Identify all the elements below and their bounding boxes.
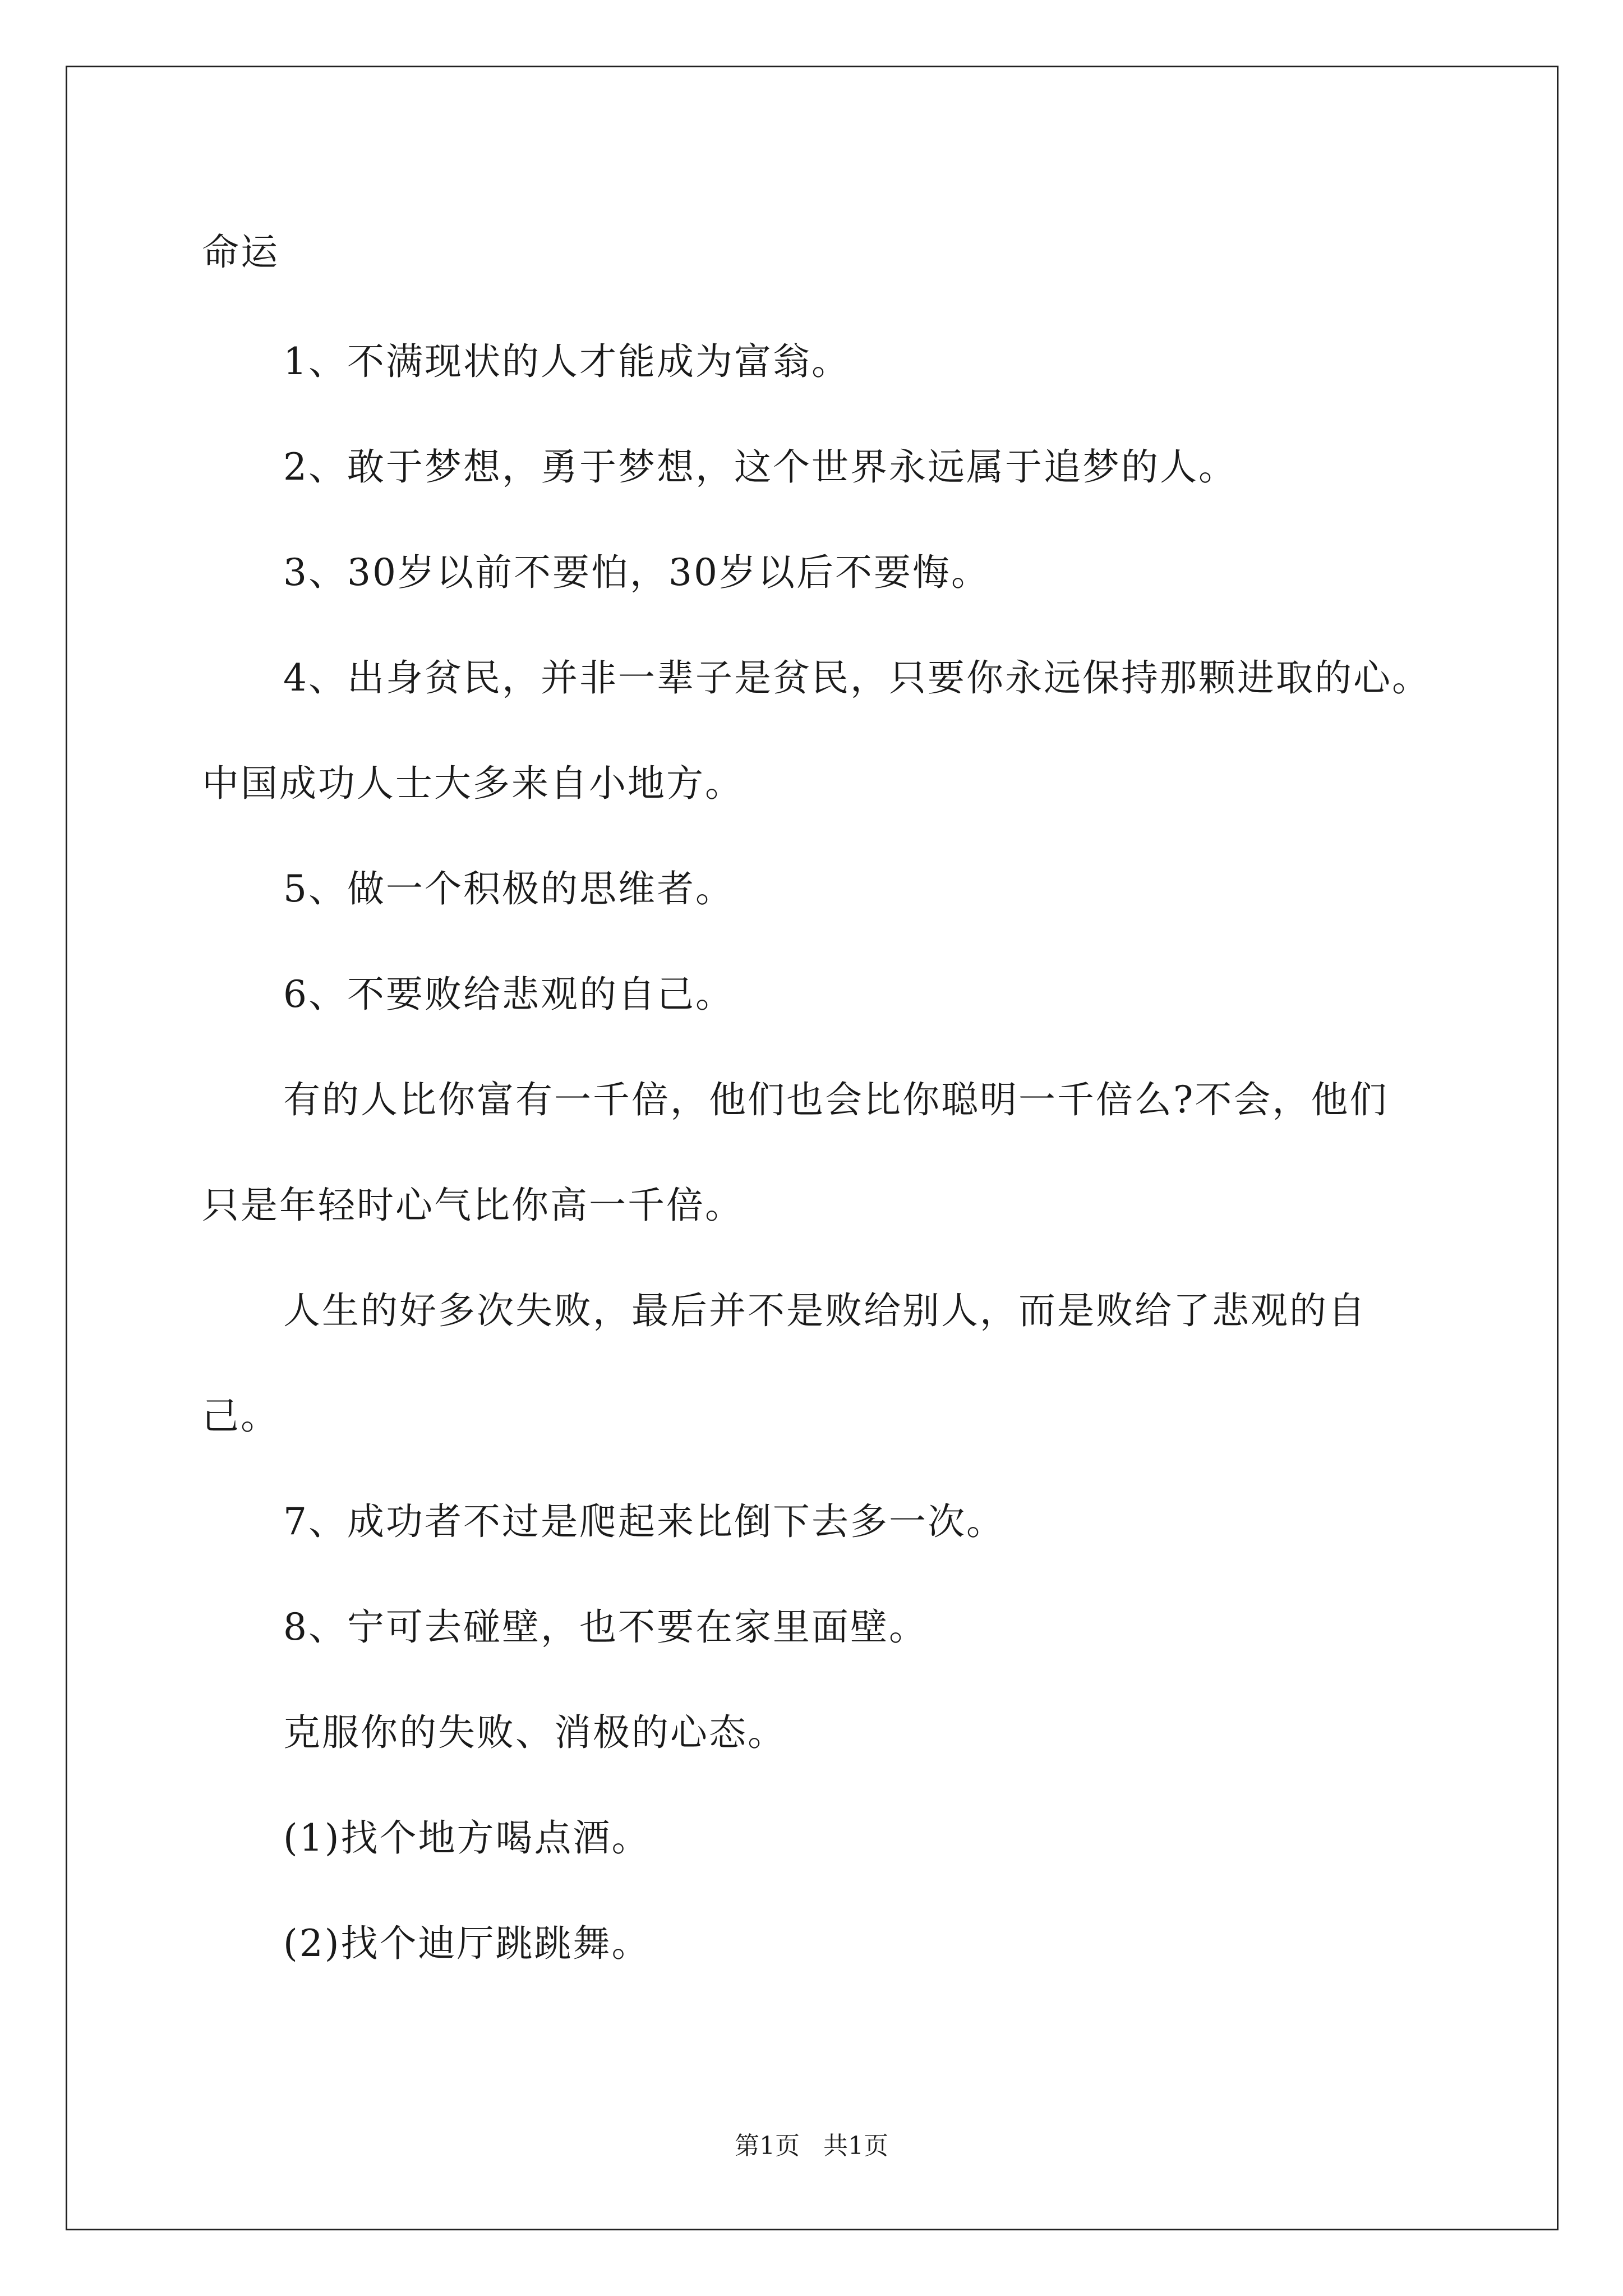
paragraph-line: (2)找个迪厅跳跳舞。 [283,1922,651,1965]
paragraph-line: 3、30岁以前不要怕，30岁以后不要悔。 [283,551,990,594]
page-border [66,66,1559,2230]
paragraph-line: 6、不要败给悲观的自己。 [283,973,734,1016]
paragraph-line: 8、宁可去碰壁，也不要在家里面壁。 [283,1605,928,1649]
paragraph-line: 1、不满现状的人才能成为富翁。 [283,340,850,383]
paragraph-line: 5、做一个积极的思维者。 [283,867,734,910]
paragraph-line: 只是年轻时心气比你高一千倍。 [202,1184,744,1227]
paragraph-line: 7、成功者不过是爬起来比倒下去多一次。 [283,1500,1005,1543]
paragraph-line: 4、出身贫民，并非一辈子是贫民，只要你永远保持那颗进取的心。 [283,656,1431,700]
paragraph-line: 2、敢于梦想，勇于梦想，这个世界永远属于追梦的人。 [283,445,1237,489]
document-title: 命运 [202,231,279,274]
paragraph-line: 克服你的失败、消极的心态。 [283,1711,786,1754]
paragraph-line: 有的人比你富有一千倍，他们也会比你聪明一千倍么?不会，他们 [283,1078,1389,1121]
page-footer: 第1页 共1页 [735,2132,888,2160]
paragraph-line: (1)找个地方喝点酒。 [283,1816,651,1860]
paragraph-line: 中国成功人士大多来自小地方。 [202,762,744,805]
paragraph-line: 己。 [202,1395,279,1438]
paragraph-line: 人生的好多次失败，最后并不是败给别人，而是败给了悲观的自 [283,1289,1367,1332]
